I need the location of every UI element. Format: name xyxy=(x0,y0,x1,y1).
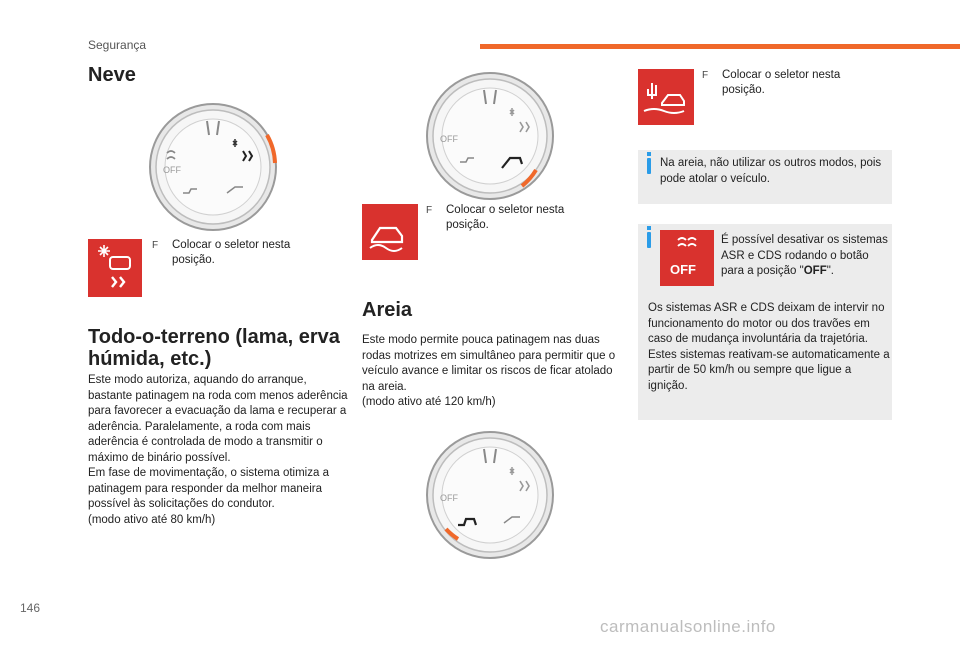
section-label: Segurança xyxy=(88,38,147,52)
neve-heading: Neve xyxy=(88,64,136,86)
areia-instruction xyxy=(702,68,872,98)
sand-warning-text: Na areia, não utilizar os outros modos, pois pode atolar o veículo. xyxy=(660,157,882,185)
todo-terreno-instruction-text: Colocar o seletor nesta posição. xyxy=(446,204,565,231)
asr-cds-paragraph-2: Estes sistemas reativam-se automaticamente a partir de 50 km/h ou sempre que ligue a ignição. xyxy=(648,348,890,392)
todo-terreno-heading: Todo-o-terreno (lama, erva húmida, etc.) xyxy=(88,326,340,370)
off-instruction-text: É possível desativar os sistemas ASR e CDS rodando o botão para a posição "OFF". xyxy=(721,234,888,277)
watermark: carmanualsonline.info xyxy=(600,617,776,636)
asr-cds-text xyxy=(648,301,892,394)
mud-mode-icon xyxy=(362,204,418,260)
sand-mode-icon xyxy=(638,69,694,125)
areia-paragraph-1: Este modo permite pouca patinagem nas duas rodas motrizes em simultâneo para permitir que o veículo avance e limitar os riscos de ficar atolado na areia. xyxy=(362,334,616,393)
mode-selector-knob-sand xyxy=(424,429,556,561)
areia-paragraph-2: (modo ativo até 120 km/h) xyxy=(362,396,496,408)
off-keyword: OFF xyxy=(803,265,827,277)
svg-text:OFF: OFF xyxy=(440,493,458,503)
header-accent-bar xyxy=(480,44,960,49)
neve-instruction-text: Colocar o seletor nesta posição. xyxy=(172,239,291,266)
todo-terreno-body xyxy=(88,373,350,528)
todo-terreno-instruction xyxy=(426,203,596,233)
svg-text:OFF: OFF xyxy=(163,165,181,175)
info-icon xyxy=(647,158,651,174)
areia-body xyxy=(362,333,618,411)
mode-selector-knob-mud xyxy=(424,70,556,202)
off-mode-icon xyxy=(660,230,714,286)
svg-text:OFF: OFF xyxy=(440,134,458,144)
svg-text:OFF: OFF xyxy=(670,262,696,277)
mode-selector-knob-snow xyxy=(147,101,279,233)
page-number: 146 xyxy=(20,601,41,615)
bullet-marker: F xyxy=(426,205,433,216)
bullet-marker: F xyxy=(702,70,709,81)
info-icon xyxy=(647,232,651,248)
bullet-marker: F xyxy=(152,240,159,251)
areia-heading: Areia xyxy=(362,299,413,321)
todo-terreno-paragraph-1: Este modo autoriza, aquando do arranque, bastante patinagem na roda com menos aderência para favorecer a evacuação da lama e recuperar a aderência. Paralelamente, a roda com mais aderência é controlada de modo a transmitir o máximo de binário possível. xyxy=(88,374,348,464)
todo-terreno-paragraph-2: Em fase de movimentação, o sistema otimiza a patinagem para responder da melhor maneira possível às solicitações do condutor. xyxy=(88,467,329,510)
snow-mode-icon xyxy=(88,239,142,297)
asr-cds-paragraph-1: Os sistemas ASR e CDS deixam de intervir no funcionamento do motor ou dos travões em caso de mudança involuntária da trajetória. xyxy=(648,302,885,345)
areia-instruction-text: Colocar o seletor nesta posição. xyxy=(722,69,841,96)
neve-instruction xyxy=(152,238,332,268)
todo-terreno-paragraph-3: (modo ativo até 80 km/h) xyxy=(88,513,216,526)
